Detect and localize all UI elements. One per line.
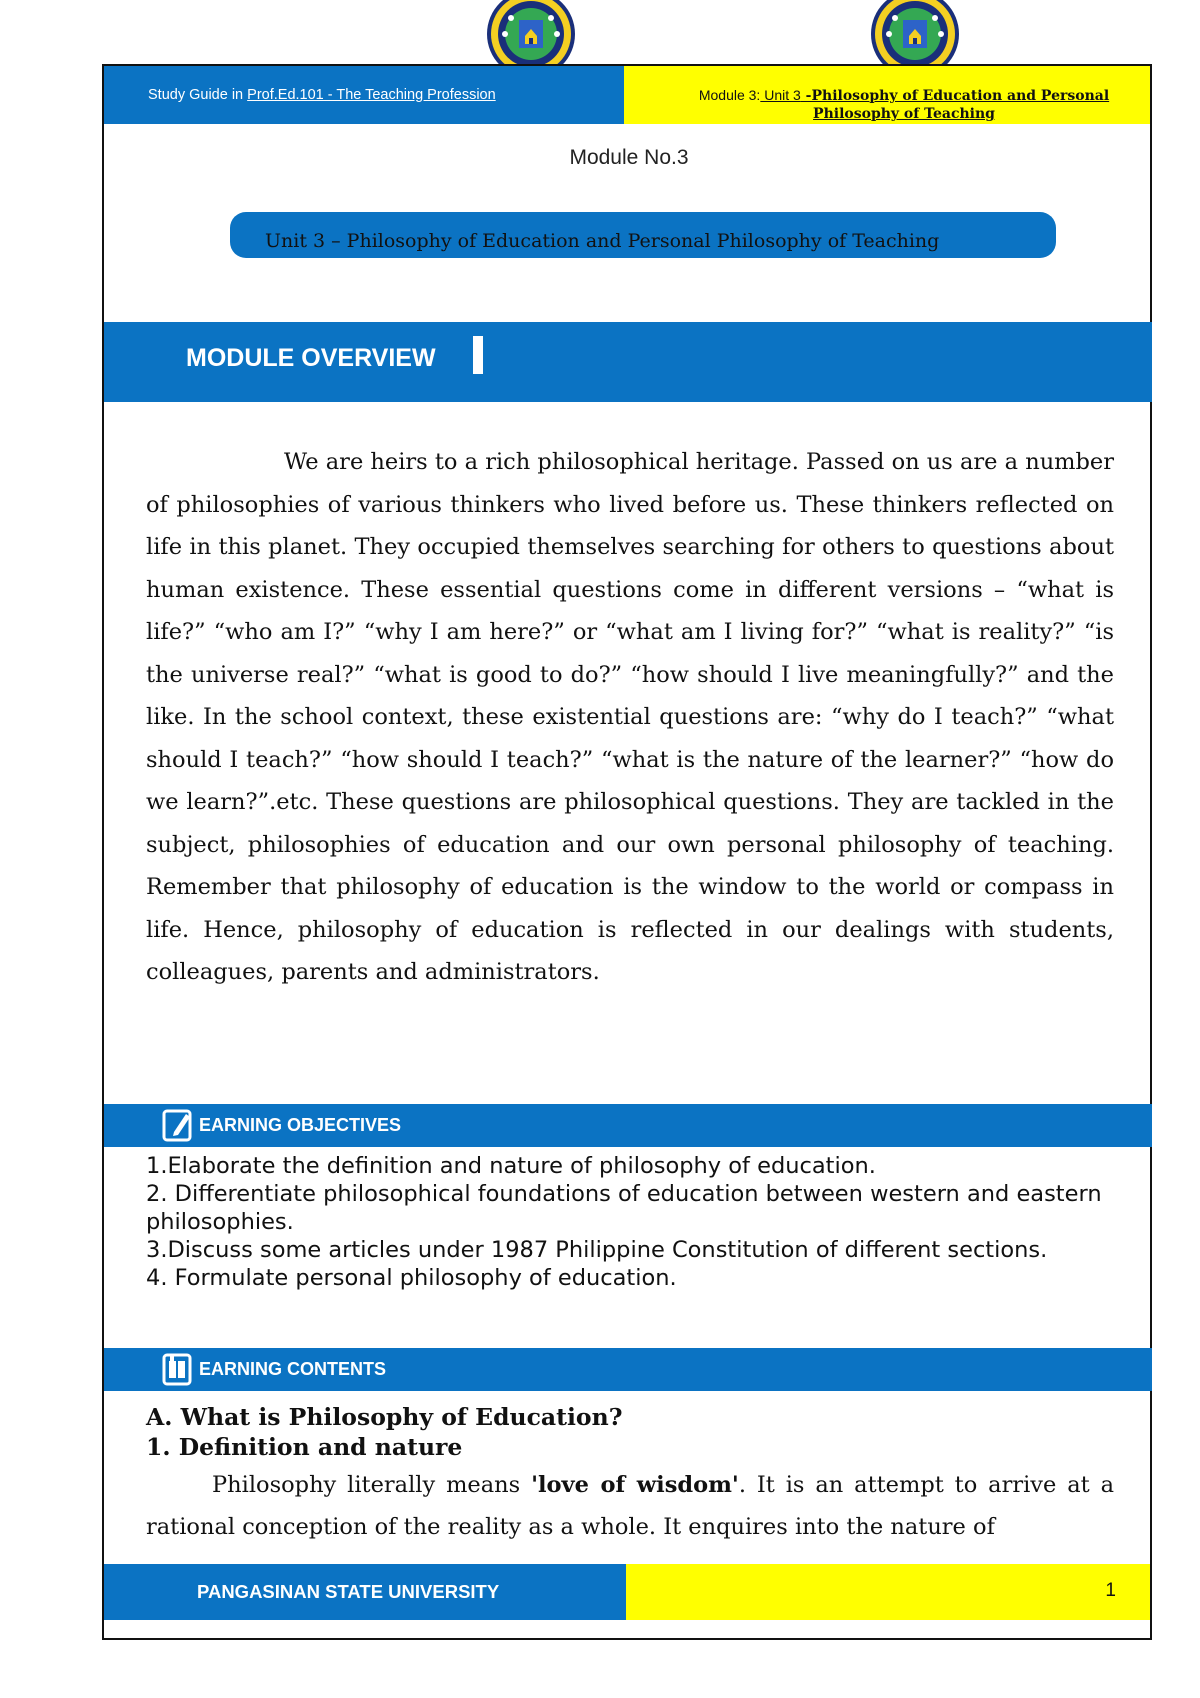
book-icon: [162, 1352, 192, 1386]
objective-item: 3.Discuss some articles under 1987 Philippine Constitution of different sections.: [146, 1237, 1048, 1263]
header-module-label: Module 3:: [698, 87, 761, 103]
header-course-link[interactable]: Prof.Ed.101 - The Teaching Profession: [247, 87, 496, 103]
unit-banner-text: Unit 3 – Philosophy of Education and Personal Philosophy of Teaching: [265, 230, 940, 252]
header-right: [624, 66, 1150, 124]
module-overview-text: [146, 441, 1114, 994]
pencil-note-icon: [162, 1108, 192, 1142]
header-course-prefix: Study Guide in: [148, 87, 248, 103]
footer-university: PANGASINAN STATE UNIVERSITY: [197, 1581, 500, 1602]
module-overview-bar: [104, 322, 1152, 402]
learning-objectives-bar: [104, 1104, 1152, 1147]
learning-contents-heading: EARNING CONTENTS: [199, 1359, 387, 1379]
page-number: 1: [1105, 1580, 1116, 1601]
body-text-bold: 'love of wisdom': [531, 1472, 739, 1498]
learning-contents-bar: [104, 1348, 1152, 1391]
body-text-end: . It is an attempt to arrive at a rational conception of the reality as a whole. It enquires into the nature of: [146, 1472, 1114, 1540]
footer-left: [104, 1564, 626, 1620]
objective-item: 4. Formulate personal philosophy of education.: [146, 1265, 677, 1291]
objectives-list: [146, 1152, 1126, 1292]
module-number: Module No.3: [569, 146, 689, 169]
footer-right: [626, 1564, 1150, 1620]
header-unit-label: Unit 3: [760, 87, 801, 103]
text-cursor: [473, 336, 483, 374]
body-text-start: Philosophy literally means: [212, 1472, 532, 1498]
learning-objectives-heading: EARNING OBJECTIVES: [199, 1115, 402, 1135]
section-heading: A. What is Philosophy of Education?: [146, 1403, 623, 1431]
header-unit-title: -Philosophy of Education and Personal Philosophy of Teaching: [800, 88, 1110, 122]
unit-banner: [230, 212, 1056, 258]
objective-item: 1.Elaborate the definition and nature of philosophy of education.: [146, 1153, 876, 1179]
university-seal-right: [867, 0, 963, 70]
subsection-heading: 1. Definition and nature: [146, 1433, 463, 1461]
overview-paragraph: We are heirs to a rich philosophical heritage. Passed on us are a number of philosophies of various thinkers who lived before us. These thinkers reflected on life in this planet. They occupied themselves searching for others to questions about human existence. These essential questions come in different versions – “what is life?” “who am I?” “why I am here?” or “what am I living for?” “what is reality?” “is the universe real?” “what is good to do?” “how should I live meaningfully?” and the like. In the school context, these existential questions are: “why do I teach?” “what should I teach?” “how should I teach?” “what is the nature of the learner?” “how do we learn?”.etc. These questions are philosophical questions. They are tackled in the subject, philosophies of education and our own personal philosophy of teaching. Remember that philosophy of education is the window to the world or compass in life. Hence, philosophy of education is reflected in our dealings with students, colleagues, parents and administrators.: [146, 449, 1114, 985]
module-overview-heading: MODULE OVERVIEW: [186, 344, 436, 372]
header-left: [104, 66, 624, 124]
university-seal-left: [483, 0, 579, 70]
learning-contents: [146, 1402, 1114, 1548]
objective-item: 2. Differentiate philosophical foundations of education between western and eastern philosophies.: [146, 1181, 1102, 1235]
contents-body: [146, 1464, 1114, 1548]
